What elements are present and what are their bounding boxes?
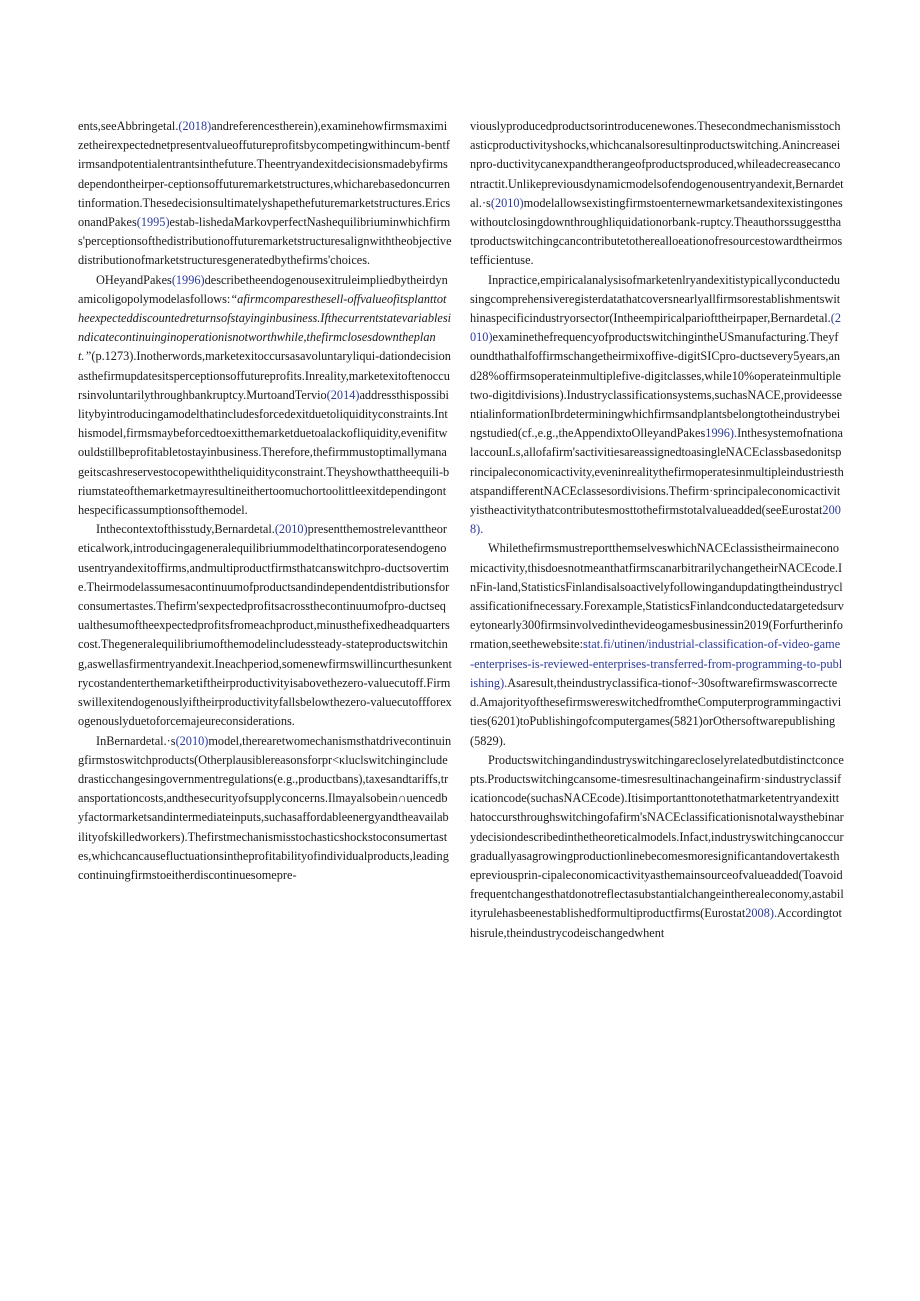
right-paragraph-1 (470, 117, 844, 271)
text: describetheendogenousexitruleimpliedbytheirdynamicoligopolymodelasfollows: (78, 272, 448, 306)
citation-link[interactable]: (2014) (326, 387, 360, 402)
text: viouslyproducedproductsorintroducenewones.Thesecondmechanismisstochasticproductivityshocks,whichcanalsoresultinproductswitching.Anincreaseinpro-ductivitycanexpandtherangeofproductsproduced,whileadecreasecancontractit.Unlikepreviousdynamicmodelsofendogenousentryandexit,Bernardetal.·s (470, 119, 844, 210)
right-paragraph-4 (470, 751, 844, 943)
text: estab-lishedaMarkovperfectNashequilibriuminwhichfirms'perceptionsofthedistributionoffuturemarketstructuresalignwiththeobjectivedistributionofmarketstructuresgeneratedbythefirms'choices. (78, 215, 452, 268)
text: presentthemostrelevanttheoreticalwork,introducingageneralequilibriummodelthatincorporatesendogenousentryandexitoffirms,andmultiproductfirmsthatcanswitchpro-ductsovertime.Theirmodelassumesacontinuumofproductsandindependentdistributionsforconsumertastes.Thefirm'sexpectedprofitsacrossthecontinuumofpro-ductsequalthesumoftheexpectedprofitsfromeachproduct,minusthefixedheadquarterscost.Thegeneralequilibriumofthemodelincludessteady-stateproductswitching,aswellasfirmentryandexit.Ineachperiod,somenewfirmswillincurthesunkentrycostandenterthemarketiftheirproductivityisabovethezero-valuecutoff.Firmswillexitendogenouslyiftheirproductivityfallsbelowthezero-valuecutoffforexogenouslyduetoforcemajeureconsiderations. (78, 522, 452, 729)
text: (p.1273).Inotherwords,marketexitoccursasavoluntaryliqui-dationdecisionasthefirmupdatesitsperceptionsoffutureprofits.Inreality,marketexitoftenoccursinvoluntarilythroughbankruptcy.MurtoandTervio (78, 349, 451, 402)
website-link[interactable]: stat.fi/utinen/industrial-classification-of-video-game-enterprises-is-reviewed-enterprises-transferred-from-programming-to-publishing). (470, 637, 843, 690)
citation-link[interactable]: (2010) (470, 311, 841, 345)
text: WhilethefirmsmustreportthemselveswhichNACEclassistheirmaineconomicactivity,thisdoesnotmeanthatfirmscanarbitrarilychangetheirNACEcode.InFin-land,StatisticsFinlandisalsoactivelyfollowingandupdatingtheindustryclassificationifnecessary.Forexample,StatisticsFinlandconductedatargetedsurveytonearly300firmsinvolvedinthevideogamesbusinessin2019(Forfurtherinformation,seethewebsite: (470, 541, 844, 652)
quotation: “afirmcomparesthesell-offvalueofitsplanttotheexpecteddiscountedreturnsofstayinginbusiness.Ifthecurrentstatevariablesindicatecontinuinginoperationisnotworthwhile,thefirmclosesdowntheplant.” (78, 291, 452, 364)
text: Productswitchingandindustryswitchingarecloselyrelatedbutdistinctconcepts.Productswitchingcansome-timesresultinachangeinafirm·sindustryclassificationcode(suchasNACEcode).Itisimportanttonotethatmarketentryandexitthatoccursthroughswitchingofafirm'sNACEclassificationisnotalwaysthebinarydecisiondescribedinthetheoreticalmodels.Infact,industryswitchingcanoccurgraduallyasagrowingproductionlinebecomesmoresignificantandovertakesthepreviousprin-cipaleconomicactivityasthemainsourceofvalueadded(Toavoidfrequentchangesthatdonotreflectasubstantialchangeintherealeconomy,astabilityrulehasbeenestablishedformultiproductfirms(Eurostat (470, 752, 844, 921)
left-paragraph-3 (78, 520, 452, 731)
left-column (78, 117, 452, 885)
text: InthesystemofnationalaccounLs,allofafirm'sactivitiesareassignedtoasingleNACEclassbasedonitsprincipaleconomicactivity,eveninrealitythefirmoperatesinmultipleindustriesthatspandifferentNACEclassesordivisions.Thefirm·sprincipaleconomicactivityistheactivitythatcontributesmosttothefirmstotalvalueadded(seeEurostat (470, 426, 844, 518)
citation-link[interactable]: (1995) (136, 215, 170, 230)
citation-link[interactable]: 2008). (470, 503, 841, 537)
citation-link[interactable]: (2018) (178, 119, 212, 133)
text: model,therearetwomechanismsthatdrivecontinuingfirmstoswitchproducts(Otherplausiblereasonsforpr<κluclswitchingincludedrasticchangesingovernmentregulations(e.g.,productbans),taxesandtariffs,transportationcosts,andthesecurityofsupplyconcerns.Ilmayalsobein∩uencedbyfactormarketsandintermediateinputs,suchasaffordableenergyandtheavailabilityofskilledworkers).Thefirstmechanismisstochasticshockstoconsumertastes,whichcancausefluctuationsintheprofitabilityofindividualproducts,leadingcontinuingfirmstoeitherdiscontinuesomepre- (78, 733, 452, 882)
citation-link[interactable]: 2008). (745, 906, 778, 921)
text: Inthecontextofthisstudy,Bernardetal. (96, 522, 275, 537)
citation-link[interactable]: 1996). (705, 426, 738, 441)
citation-link[interactable]: (2010) (175, 733, 209, 748)
text: andreferencestherein),examinehowfirmsmaximizetheirexpectednetpresentvalueoffutureprofitsbycompetingwithincum-bentfirmsandpotentialentrantsinthefuture.Theentryandexitdecisionsmadebyfirmsdependontheirper-ceptionsoffuturemarketstructures,whicharebasedoncurrentinformation.Thesedecisionsultimatelyshapethefuturemarketstructures.EricsonandPakes (78, 119, 451, 230)
text: Asaresult,theindustryclassifica-tionof~30softwarefirmswascorrected.AmajorityofthesefirmswereswitchedfromtheComputerprogrammingactivities(6201)toPublishingofcomputergames(5821)orOthersoftwarepublishing(5829). (470, 675, 842, 748)
citation-link[interactable]: (1996) (171, 272, 205, 287)
text: Inpractice,empiricalanalysisofmarketenlryandexitistypicallyconductedusingcomprehensiveregisterdatathatcoversnearlyallfirmsorestablishmentswithinaspecificindustryorsector(Intheempiricalpariofttheirpaper,Bernardetal. (470, 272, 841, 326)
text: Accordingtothisrule,theindustrycodeischangedwhent (470, 906, 842, 940)
text: addressthispossibilitybyintroducingamodelthatincludesforcedexitduetoliquidityconstraints.Inthismodel,firmsmaybeforcedtoexitthemarketduetoalackofliquidity,evenifitwouldstillbeprofitabletostayinbusiness.Therefore,thefirmmustoptimallymanageitscashreservestocopewiththeliquidityconstraint.Theyshowthattheequili-briumstateofthemarketmayresultineithertoomuchortoolittleexitdependingonthespecificassumptionsofthemodel. (78, 387, 450, 518)
left-paragraph-2 (78, 271, 452, 521)
text: modelallowsexistingfirmstoenternewmarketsandexitexistingoneswithoutclosingdownthroughliquidationorbank-ruptcy.Theauthorssuggestthatproductswitchingcancontributetotherealloeationofresourcestowardtheirmostefficientuse. (470, 195, 843, 268)
text: OHeyandPakes (96, 272, 172, 287)
left-paragraph-4 (78, 732, 452, 886)
right-paragraph-2 (470, 271, 844, 540)
text: ents,seeAbbringetal. (78, 119, 179, 133)
text: InBernardetal.·s (96, 733, 176, 748)
right-column (470, 117, 844, 943)
right-paragraph-3 (470, 539, 844, 750)
left-paragraph-1 (78, 117, 452, 271)
citation-link[interactable]: (2010) (274, 522, 308, 537)
citation-link[interactable]: (2010) (490, 195, 524, 210)
text: examinethefrequencyofproductswitchingintheUSmanufacturing.Theyfoundthathalfoffirmschangetheirmixoffive-digitSICpro-ductsevery5years,and28%offirmsoperateinmultiplefive-digitclasses,while10%operateinmultipletwo-digitdivisions).Industryclassificationsystems,suchasNACE,provideessentialinformationIbrdeterminingwhichfirmsandplantsbelongtotheindustrybeingstudied(cf.,e.g.,theAppendixtoOlleyandPakes (470, 330, 842, 441)
